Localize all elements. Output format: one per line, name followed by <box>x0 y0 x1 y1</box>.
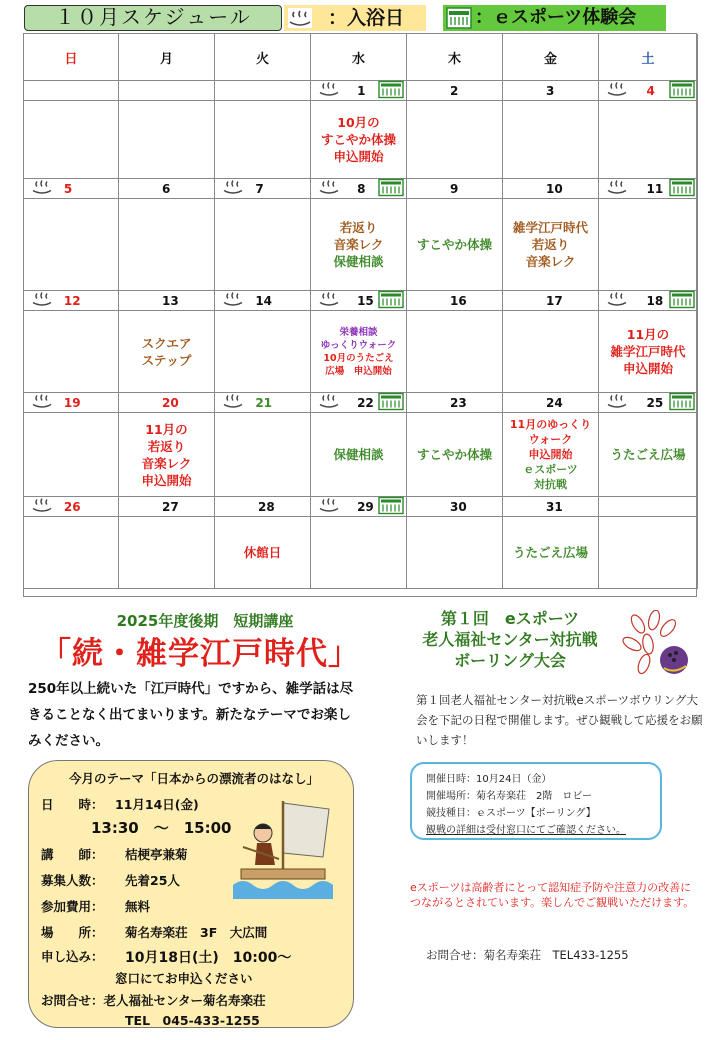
event-text: すこやか体操 <box>416 237 492 252</box>
weekday-header-1 <box>119 34 215 81</box>
event-text: 申込開始 <box>528 448 573 461</box>
esports-lanes-icon <box>378 80 404 101</box>
esports-title-line-3: ボーリング大会 <box>454 651 566 670</box>
event-text: うたごえ広場 <box>512 545 588 560</box>
hot-spring-icon <box>318 81 340 100</box>
event-cell <box>311 199 407 291</box>
event-text: 10月の <box>337 115 380 130</box>
esports-lanes-icon <box>378 178 404 199</box>
event-text: 10月のうたごえ <box>323 352 394 364</box>
weekday-header-2 <box>215 34 311 81</box>
esports-lanes-icon <box>378 496 404 517</box>
esports-lanes-icon <box>669 178 695 199</box>
hot-spring-icon <box>31 179 53 198</box>
esports-lanes-icon <box>669 392 695 413</box>
esports-legend-label: ：ｅスポーツ体験会 <box>475 7 637 28</box>
day-cell <box>119 497 215 517</box>
event-list <box>333 219 383 270</box>
fee-value: 無料 <box>125 899 151 914</box>
weekday-header-0 <box>24 34 119 81</box>
weekday-header-3 <box>311 34 407 81</box>
event-cell <box>24 413 119 497</box>
apply-label: 申し込み： <box>41 949 104 964</box>
day-number: 28 <box>258 499 275 514</box>
event-cell <box>24 311 119 393</box>
esports-title <box>392 608 628 671</box>
day-cell <box>407 291 503 311</box>
day-cell <box>503 497 599 517</box>
day-number: 6 <box>162 181 171 196</box>
event-list <box>333 446 383 463</box>
esports-lanes-icon <box>378 392 404 413</box>
time-value: 13:30 ～ 15:00 <box>91 819 232 837</box>
event-cell <box>407 413 503 497</box>
event-text: 11月の <box>145 421 188 437</box>
event-text: スクエア <box>141 335 192 351</box>
event-cell <box>407 311 503 393</box>
event-cell <box>311 413 407 497</box>
event-type: 競技種目：ｅスポーツ【ボーリング】 <box>426 808 596 819</box>
event-list <box>513 544 588 561</box>
event-cell <box>215 199 311 291</box>
event-text: すこやか体操 <box>320 132 396 147</box>
event-cell <box>407 517 503 589</box>
event-text: 保健相談 <box>333 254 384 269</box>
esports-benefit-note: eスポーツは高齢者にとって認知症予防や注意力の改善につながるとされています。楽しんでご観戦いただけます。 <box>410 881 695 909</box>
event-cell <box>599 413 698 497</box>
bath-legend-label: ：入浴日 <box>328 7 405 29</box>
hot-spring-icon <box>606 291 628 310</box>
course-subtitle: 2025年度後期 短期講座 <box>116 612 294 630</box>
capacity-value: 先着25人 <box>125 873 180 888</box>
event-cell <box>599 311 698 393</box>
day-number: 25 <box>646 395 664 410</box>
event-text: 申込開始 <box>622 361 673 376</box>
event-list <box>142 335 192 369</box>
event-list <box>321 326 397 378</box>
day-cell <box>24 291 119 311</box>
day-number: 1 <box>357 83 366 98</box>
course-theme: 今月のテーマ「日本からの漂流者のはなし」 <box>69 771 320 786</box>
course-title: 「続・雑学江戸時代」 <box>40 636 360 672</box>
event-text: 雑学江戸時代 <box>512 220 588 235</box>
day-number: 31 <box>546 499 563 514</box>
event-text: 申込開始 <box>333 149 384 164</box>
day-number: 30 <box>450 499 467 514</box>
event-list <box>417 446 492 463</box>
event-text: 雑学江戸時代 <box>610 344 686 359</box>
day-number: 14 <box>255 293 273 308</box>
event-text: 若返り <box>339 220 378 235</box>
day-number: 20 <box>162 395 179 410</box>
day-cell <box>599 497 698 517</box>
day-number: 7 <box>255 181 264 196</box>
event-text: 保健相談 <box>333 447 384 462</box>
day-number: 29 <box>357 499 374 514</box>
day-cell <box>24 81 119 101</box>
event-cell <box>119 101 215 179</box>
event-text: 音楽レク <box>141 455 192 471</box>
day-number: 3 <box>546 83 555 98</box>
hot-spring-icon <box>222 291 244 310</box>
day-cell <box>215 393 311 413</box>
day-cell <box>599 81 698 101</box>
event-cell <box>311 101 407 179</box>
esports-title-line-2: 老人福祉センター対抗戦 <box>422 630 598 649</box>
esports-lanes-icon <box>669 290 695 311</box>
day-cell <box>503 81 599 101</box>
event-place: 開催場所：菊名寿楽荘 2階 ロビー <box>426 791 592 802</box>
apply-note: 窓口にてお申込ください <box>115 971 253 986</box>
day-cell <box>599 291 698 311</box>
weekday-header-6 <box>599 34 698 81</box>
event-list <box>610 326 685 377</box>
day-number: 18 <box>646 293 664 308</box>
day-cell <box>311 497 407 517</box>
esports-description: 第１回老人福祉センター対抗戦eスポーツボウリング大会を下記の日程で開催します。ぜひ観戦して応援をお願いします！ <box>416 693 703 747</box>
event-cell <box>407 199 503 291</box>
event-list <box>510 417 591 492</box>
day-cell <box>311 179 407 199</box>
day-number: 21 <box>255 395 273 410</box>
day-cell <box>311 81 407 101</box>
event-cell <box>119 413 215 497</box>
course-details-box <box>28 760 354 1028</box>
esports-details-box <box>410 762 662 840</box>
place-value: 菊名寿楽荘 3F 大広間 <box>125 925 268 940</box>
event-text: 若返り <box>147 438 186 454</box>
event-text: 11月の <box>626 327 670 342</box>
event-cell <box>503 517 599 589</box>
day-number: 12 <box>63 293 81 308</box>
day-cell <box>503 291 599 311</box>
event-cell <box>119 199 215 291</box>
day-number: 27 <box>162 499 179 514</box>
hot-spring-icon <box>288 8 312 35</box>
hot-spring-icon <box>606 393 628 412</box>
weekday-label: 金 <box>543 51 557 67</box>
day-number: 10 <box>546 181 563 196</box>
day-number: 13 <box>162 293 179 308</box>
event-list <box>417 236 492 253</box>
event-list <box>610 446 685 463</box>
event-text: 対抗戦 <box>533 478 567 491</box>
event-text: うたごえ広場 <box>610 447 686 462</box>
schedule-title: １０月スケジュール <box>24 5 282 31</box>
day-cell <box>24 497 119 517</box>
hot-spring-icon <box>31 291 53 310</box>
day-cell <box>119 291 215 311</box>
bowling-illustration <box>618 610 694 682</box>
event-text: 申込開始 <box>141 472 192 488</box>
weekday-label: 日 <box>64 51 78 67</box>
day-cell <box>24 393 119 413</box>
event-text: ステップ <box>141 352 192 368</box>
course-description: 250年以上続いた「江戸時代」ですから、雑学話は尽きることなく出てまいります。新たなテーマでお楽しみください。 <box>28 681 354 749</box>
event-viewing-note: 観戦の詳細は受付窓口にてご確認ください。 <box>426 825 626 836</box>
weekday-label: 土 <box>641 51 655 67</box>
event-cell <box>311 517 407 589</box>
capacity-label: 募集人数： <box>41 873 104 888</box>
event-cell <box>407 101 503 179</box>
hot-spring-icon <box>606 179 628 198</box>
event-text: 休館日 <box>243 545 282 560</box>
event-text: 11月のゆっくり <box>509 418 592 431</box>
event-cell <box>503 199 599 291</box>
course-contact: お問合せ：老人福祉センター菊名寿楽荘 <box>41 993 266 1008</box>
event-text: 若返り <box>531 237 570 252</box>
day-cell <box>119 179 215 199</box>
event-cell <box>215 101 311 179</box>
october-calendar <box>23 33 697 597</box>
day-cell <box>407 393 503 413</box>
event-text: すこやか体操 <box>416 447 492 462</box>
lecturer-value: 桔梗亭兼菊 <box>125 847 188 862</box>
bath-day-legend <box>284 5 426 31</box>
hot-spring-icon <box>31 497 53 516</box>
event-cell <box>215 517 311 589</box>
day-cell <box>407 179 503 199</box>
weekday-label: 火 <box>255 51 269 67</box>
day-number: 17 <box>546 293 563 308</box>
event-cell <box>119 517 215 589</box>
day-number: 23 <box>450 395 467 410</box>
day-cell <box>599 179 698 199</box>
event-text: 広場 申込開始 <box>325 365 392 377</box>
weekday-header-4 <box>407 34 503 81</box>
day-cell <box>311 291 407 311</box>
day-cell <box>503 179 599 199</box>
raft-castaway-illustration <box>233 795 337 899</box>
day-number: 9 <box>450 181 459 196</box>
day-number: 22 <box>357 395 374 410</box>
day-number: 2 <box>450 83 459 98</box>
event-cell <box>599 101 698 179</box>
day-cell <box>407 81 503 101</box>
day-number: 5 <box>63 181 73 196</box>
event-cell <box>215 413 311 497</box>
weekday-label: 月 <box>159 51 173 67</box>
day-number: 4 <box>646 83 655 98</box>
esports-legend <box>443 5 666 31</box>
event-text: 音楽レク <box>525 254 576 269</box>
day-number: 8 <box>357 181 366 196</box>
day-cell <box>215 497 311 517</box>
day-number: 15 <box>357 293 374 308</box>
apply-value: 10月18日(土) 10:00～ <box>125 950 292 966</box>
day-number: 11 <box>646 181 664 196</box>
event-list <box>244 544 282 561</box>
esports-lanes-icon <box>669 80 695 101</box>
event-list <box>513 219 588 270</box>
event-cell <box>503 311 599 393</box>
event-text: 栄養相談 <box>339 326 378 338</box>
day-cell <box>119 81 215 101</box>
hot-spring-icon <box>318 393 340 412</box>
day-number: 16 <box>450 293 467 308</box>
day-cell <box>407 497 503 517</box>
event-cell <box>311 311 407 393</box>
event-cell <box>24 199 119 291</box>
day-number: 19 <box>63 395 81 410</box>
event-cell <box>599 199 698 291</box>
hot-spring-icon <box>222 393 244 412</box>
event-text: 音楽レク <box>333 237 384 252</box>
day-cell <box>119 393 215 413</box>
event-cell <box>215 311 311 393</box>
event-list <box>141 421 191 489</box>
day-cell <box>215 291 311 311</box>
day-number: 24 <box>546 395 563 410</box>
event-cell <box>599 517 698 589</box>
esports-title-line-1: 第１回 eスポーツ <box>440 609 580 628</box>
hot-spring-icon <box>606 81 628 100</box>
day-cell <box>599 393 698 413</box>
day-cell <box>503 393 599 413</box>
event-text: ｅスポーツ <box>523 463 578 476</box>
day-cell <box>311 393 407 413</box>
event-cell <box>503 101 599 179</box>
hot-spring-icon <box>31 393 53 412</box>
event-cell <box>24 101 119 179</box>
hot-spring-icon <box>222 179 244 198</box>
event-text: ウォーク <box>528 433 573 446</box>
weekday-header-5 <box>503 34 599 81</box>
hot-spring-icon <box>318 291 340 310</box>
place-label: 場 所： <box>41 925 104 940</box>
esports-contact: お問合せ：菊名寿楽荘 TEL433-1255 <box>426 948 629 962</box>
day-cell <box>215 179 311 199</box>
event-date: 開催日時：10月24日（金） <box>426 774 552 785</box>
event-cell <box>503 413 599 497</box>
weekday-label: 水 <box>351 51 365 67</box>
weekday-label: 木 <box>447 51 461 67</box>
course-tel: TEL 045-433-1255 <box>125 1013 260 1028</box>
hot-spring-icon <box>318 497 340 516</box>
date-value: 11月14日(金) <box>115 797 199 812</box>
day-cell <box>215 81 311 101</box>
event-list <box>321 114 396 165</box>
lecturer-label: 講 師： <box>41 847 104 862</box>
fee-label: 参加費用： <box>41 899 104 914</box>
event-cell <box>119 311 215 393</box>
day-number: 26 <box>63 499 81 514</box>
event-cell <box>24 517 119 589</box>
date-label: 日 時： <box>41 797 104 812</box>
event-text: ゆっくりウォーク <box>320 339 397 351</box>
hot-spring-icon <box>318 179 340 198</box>
day-cell <box>24 179 119 199</box>
esports-lanes-icon <box>378 290 404 311</box>
